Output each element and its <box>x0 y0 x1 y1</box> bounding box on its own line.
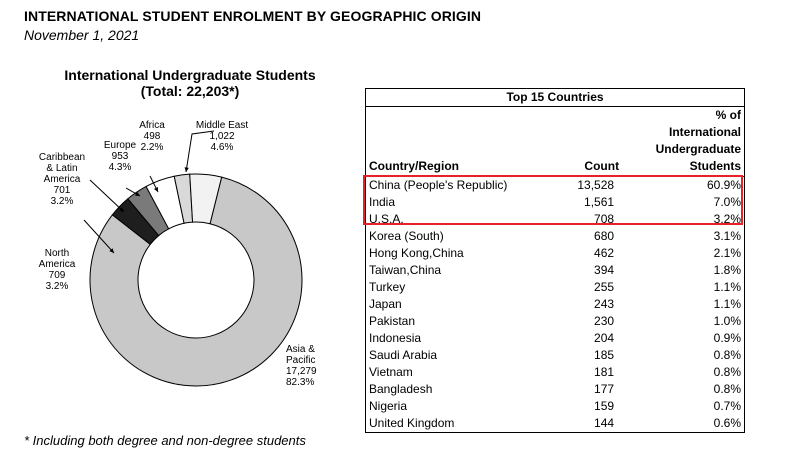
slice-label-line: 17,279 <box>286 366 317 377</box>
row-count: 144 <box>559 415 623 433</box>
slice-label-line: & Latin <box>46 163 78 174</box>
chart-subtitle: (Total: 22,203*) <box>140 83 240 99</box>
slice-label-line: America <box>38 259 76 270</box>
table-row <box>366 313 745 330</box>
row-percent: 1.1% <box>622 279 744 296</box>
table-row <box>366 245 745 262</box>
row-country: Turkey <box>366 279 559 296</box>
row-percent: 60.9% <box>622 177 744 195</box>
table-row <box>366 364 745 381</box>
row-country: U.S.A. <box>366 211 559 228</box>
header-percent-line: Undergraduate <box>655 142 741 156</box>
row-count: 680 <box>594 229 615 243</box>
table-row <box>366 262 745 279</box>
slice-label <box>39 248 76 292</box>
row-percent: 2.1% <box>622 245 744 262</box>
row-count: 204 <box>594 331 615 345</box>
slice-label-line: 498 <box>143 131 161 142</box>
slice-label-line: Pacific <box>286 355 316 366</box>
row-country: China (People's Republic) <box>366 177 559 195</box>
row-percent: 0.8% <box>622 347 744 364</box>
row-country: Korea (South) <box>366 228 559 245</box>
row-count: 230 <box>594 314 615 328</box>
row-count: 13,528 <box>577 178 615 192</box>
header-percent-line: International <box>668 125 741 139</box>
row-percent: 3.1% <box>622 228 744 245</box>
row-country: United Kingdom <box>366 415 559 433</box>
leader-line <box>90 180 124 212</box>
slice-label-line: Middle East <box>195 120 249 131</box>
slice-label-line: Asia & <box>286 344 315 355</box>
row-count: 243 <box>594 297 615 311</box>
chart-title-main: International Undergraduate Students <box>64 67 316 83</box>
slice-label-line: 701 <box>53 185 71 196</box>
row-country: Hong Kong,China <box>366 245 559 262</box>
row-country: Bangladesh <box>366 381 559 398</box>
row-percent: 1.0% <box>622 313 744 330</box>
slice-label-line: Europe <box>103 140 137 151</box>
footnote: * Including both degree and non-degree students <box>24 433 306 448</box>
slice-label-line: 4.3% <box>108 162 132 173</box>
table-row <box>366 279 745 296</box>
row-country: Vietnam <box>366 364 559 381</box>
table-row <box>366 296 745 313</box>
slice-label <box>139 120 165 153</box>
row-percent: 0.7% <box>622 398 744 415</box>
header-percent-line: % of <box>715 108 741 122</box>
table-row <box>366 177 745 195</box>
slice-label <box>286 344 317 388</box>
table-row <box>366 211 745 228</box>
report-date: November 1, 2021 <box>24 27 140 43</box>
slice-label-line: North <box>44 248 70 259</box>
table-row <box>366 398 745 415</box>
row-count: 255 <box>594 280 615 294</box>
row-percent: 1.8% <box>622 262 744 279</box>
row-percent: 0.9% <box>622 330 744 347</box>
row-count: 708 <box>594 212 615 226</box>
table-row <box>366 415 745 433</box>
table-row <box>366 381 745 398</box>
table-row <box>366 194 745 211</box>
slice-label-line: 3.2% <box>50 196 74 207</box>
row-country: India <box>366 194 559 211</box>
slice-label-line: 4.6% <box>210 142 234 153</box>
header-percent-line: Students <box>689 159 741 173</box>
slice-label-line: Caribbean <box>38 152 86 163</box>
row-count: 181 <box>594 365 615 379</box>
row-count: 177 <box>594 382 615 396</box>
header-country: Country/Region <box>366 107 559 177</box>
slice-label-line: 2.2% <box>140 142 164 153</box>
header-count: Count <box>559 107 623 177</box>
row-count: 185 <box>594 348 615 362</box>
slice-label-line: 3.2% <box>45 281 69 292</box>
header-percent <box>622 107 744 177</box>
row-percent: 0.8% <box>622 364 744 381</box>
slice-label-line: 82.3% <box>286 377 315 388</box>
slice-label-line: 953 <box>111 151 129 162</box>
slice-label <box>104 140 137 173</box>
row-country: Pakistan <box>366 313 559 330</box>
page-title: INTERNATIONAL STUDENT ENROLMENT BY GEOGRAPHIC ORIGIN <box>24 8 482 24</box>
slice-label-line: Africa <box>139 120 165 131</box>
row-count: 1,561 <box>584 195 615 209</box>
row-percent: 3.2% <box>622 211 744 228</box>
leader-arrowhead <box>185 167 189 172</box>
slice-label-line: 709 <box>48 270 66 281</box>
row-count: 159 <box>594 399 615 413</box>
row-country: Japan <box>366 296 559 313</box>
table-body <box>366 177 745 433</box>
slice-label <box>196 120 248 153</box>
row-country: Indonesia <box>366 330 559 347</box>
row-count: 462 <box>594 246 615 260</box>
row-country: Taiwan,China <box>366 262 559 279</box>
slice-label <box>39 152 85 207</box>
row-country: Saudi Arabia <box>366 347 559 364</box>
table-row <box>366 330 745 347</box>
row-country: Nigeria <box>366 398 559 415</box>
top-15-countries-table <box>365 88 745 433</box>
row-percent: 0.8% <box>622 381 744 398</box>
row-percent: 7.0% <box>622 194 744 211</box>
table-row <box>366 347 745 364</box>
slice-label-line: 1,022 <box>209 131 235 142</box>
row-count: 394 <box>594 263 615 277</box>
row-percent: 0.6% <box>622 415 744 433</box>
row-percent: 1.1% <box>622 296 744 313</box>
slice-label-line: America <box>43 174 81 185</box>
table-row <box>366 228 745 245</box>
table-caption: Top 15 Countries <box>366 89 745 107</box>
